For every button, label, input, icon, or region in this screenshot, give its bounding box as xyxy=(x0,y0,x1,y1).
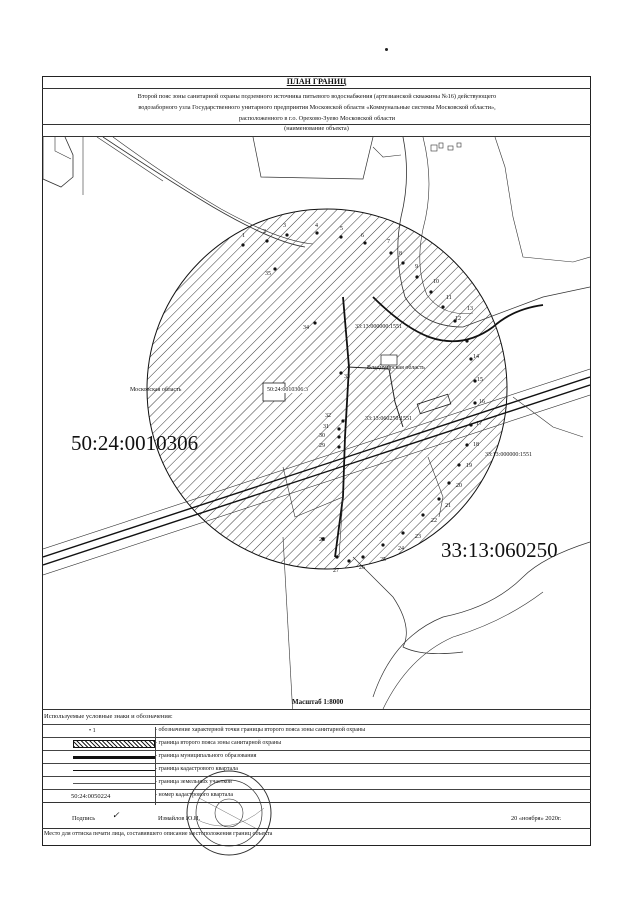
point-number: 10 xyxy=(433,279,439,285)
river xyxy=(383,592,543,709)
building xyxy=(439,143,443,148)
legend-symbol-hatch xyxy=(73,740,155,748)
legend-text: - граница земельных участков xyxy=(155,779,232,785)
building xyxy=(457,143,461,147)
point-number: 17 xyxy=(476,421,482,427)
legend-symbol-thick-line xyxy=(73,756,155,759)
legend-row xyxy=(43,750,590,764)
legend-row xyxy=(43,776,590,790)
object-description xyxy=(52,91,582,124)
cadastral-number-label: 33:13:000000:1551 xyxy=(485,452,533,458)
legend-row xyxy=(43,763,590,777)
description-line: водозаборного узла Государственного унитарного предприятия Московской области «Коммунальные системы Московской области», xyxy=(138,104,496,111)
point-number: 27 xyxy=(333,568,339,574)
description-line: расположенного в г.о. Орехово-Зуево Московской области xyxy=(238,115,396,122)
point-number: 4 xyxy=(315,223,318,229)
point-number: 19 xyxy=(466,463,472,469)
parcel-number-label: 50:24:0010306:3 xyxy=(267,387,309,393)
legend-text: - обозначение характерной точки границы второго пояса зоны санитарной охраны xyxy=(155,727,366,733)
map-scale: Масштаб 1:8000 xyxy=(292,698,344,706)
parcel-boundary xyxy=(495,137,590,262)
legend-text: - граница второго пояса зоны санитарной охраны xyxy=(155,740,282,746)
point-number: 15 xyxy=(477,377,483,383)
legend-symbol-quarter: 50:24:0050224 xyxy=(71,793,111,800)
legend-symbol-thin-line xyxy=(73,783,155,784)
point-number: 13 xyxy=(467,306,473,312)
signature-label: Подпись xyxy=(72,815,96,822)
point-number: 3 xyxy=(283,223,286,229)
point-number: 20 xyxy=(456,483,462,489)
map-bottom-border xyxy=(42,709,591,710)
point-number: 28 xyxy=(319,537,325,543)
point-number: 16 xyxy=(479,399,485,405)
parcel-boundary xyxy=(373,147,401,157)
legend-text: - граница муниципального образования xyxy=(155,753,257,759)
legend-bottom-border xyxy=(42,802,591,803)
legend-divider xyxy=(155,727,156,805)
road xyxy=(97,137,163,181)
header-divider xyxy=(42,88,591,89)
point-number: 30 xyxy=(319,433,325,439)
parcel-outline xyxy=(381,355,397,365)
legend-row xyxy=(43,789,590,803)
point-number: 34 xyxy=(303,325,309,331)
point-number: 2 xyxy=(263,229,266,235)
parcel-boundary xyxy=(253,137,373,179)
point-number: 24 xyxy=(398,546,404,552)
legend-symbol-line xyxy=(73,770,155,771)
legend-title: Используемые условные знаки и обозначения: xyxy=(44,713,173,720)
point-number: 12 xyxy=(455,316,461,322)
speck xyxy=(385,48,388,51)
description-line: Второй пояс зоны санитарной охраны подземного источника питьевого водоснабжения (артезианской скважины №16) действующего xyxy=(137,93,497,100)
building xyxy=(448,146,453,150)
point-number: 29 xyxy=(319,443,325,449)
object-name-caption: (наименование объекта) xyxy=(284,125,349,132)
point-number: 8 xyxy=(399,251,402,257)
point-number: 5 xyxy=(340,226,343,232)
signature-date: 20 «ноября» 2020г. xyxy=(511,815,562,822)
cadastral-number-label: 33:13:000000:1551 xyxy=(355,324,403,330)
legend-text: - номер кадастрового квартала xyxy=(155,792,234,798)
legend-row xyxy=(43,737,590,751)
point-number: 21 xyxy=(445,503,451,509)
signature-divider xyxy=(42,828,591,829)
map-area xyxy=(43,137,590,709)
quarter-number-big: 50:24:0010306 xyxy=(71,431,199,455)
plan-title: ПЛАН ГРАНИЦ xyxy=(286,77,347,86)
legend-symbol-point: • 1 xyxy=(89,728,96,734)
handwritten-signature: ✓ xyxy=(112,811,120,821)
vladimir-region-label: Владимирская область xyxy=(367,365,425,371)
parcel-boundary xyxy=(55,137,71,159)
point-number: 18 xyxy=(473,442,479,448)
point-number: 1 xyxy=(242,233,245,239)
cadastral-number-label: 33:13:060250:1551 xyxy=(365,416,413,422)
point-number: 7 xyxy=(387,239,390,245)
point-number: 35 xyxy=(265,271,271,277)
seal-place-note: Место для оттиска печати лица, составившего описание местоположения границ объекта xyxy=(44,831,273,837)
official-seal xyxy=(184,768,274,858)
moscow-region-label: Московская область xyxy=(130,387,182,393)
quarter-number-big: 33:13:060250 xyxy=(441,538,558,562)
point-number: 23 xyxy=(415,534,421,540)
point-number: 11 xyxy=(446,295,452,301)
point-number: 33 xyxy=(344,374,350,380)
legend-row xyxy=(43,724,590,738)
sanitary-zone-circle xyxy=(147,209,507,569)
point-number: 25 xyxy=(380,557,386,563)
building xyxy=(431,145,437,151)
point-number: 6 xyxy=(361,233,364,239)
legend-text: - граница кадастрового квартала xyxy=(155,766,238,772)
point-number: 26 xyxy=(359,565,365,571)
signer-name: Измайлов Ю.Н. xyxy=(158,815,201,822)
point-number: 9 xyxy=(415,264,418,270)
point-number: 22 xyxy=(431,518,437,524)
point-number: 14 xyxy=(473,354,479,360)
parcel-boundary xyxy=(43,137,73,187)
point-number: 31 xyxy=(323,424,329,430)
point-number: 32 xyxy=(325,413,331,419)
